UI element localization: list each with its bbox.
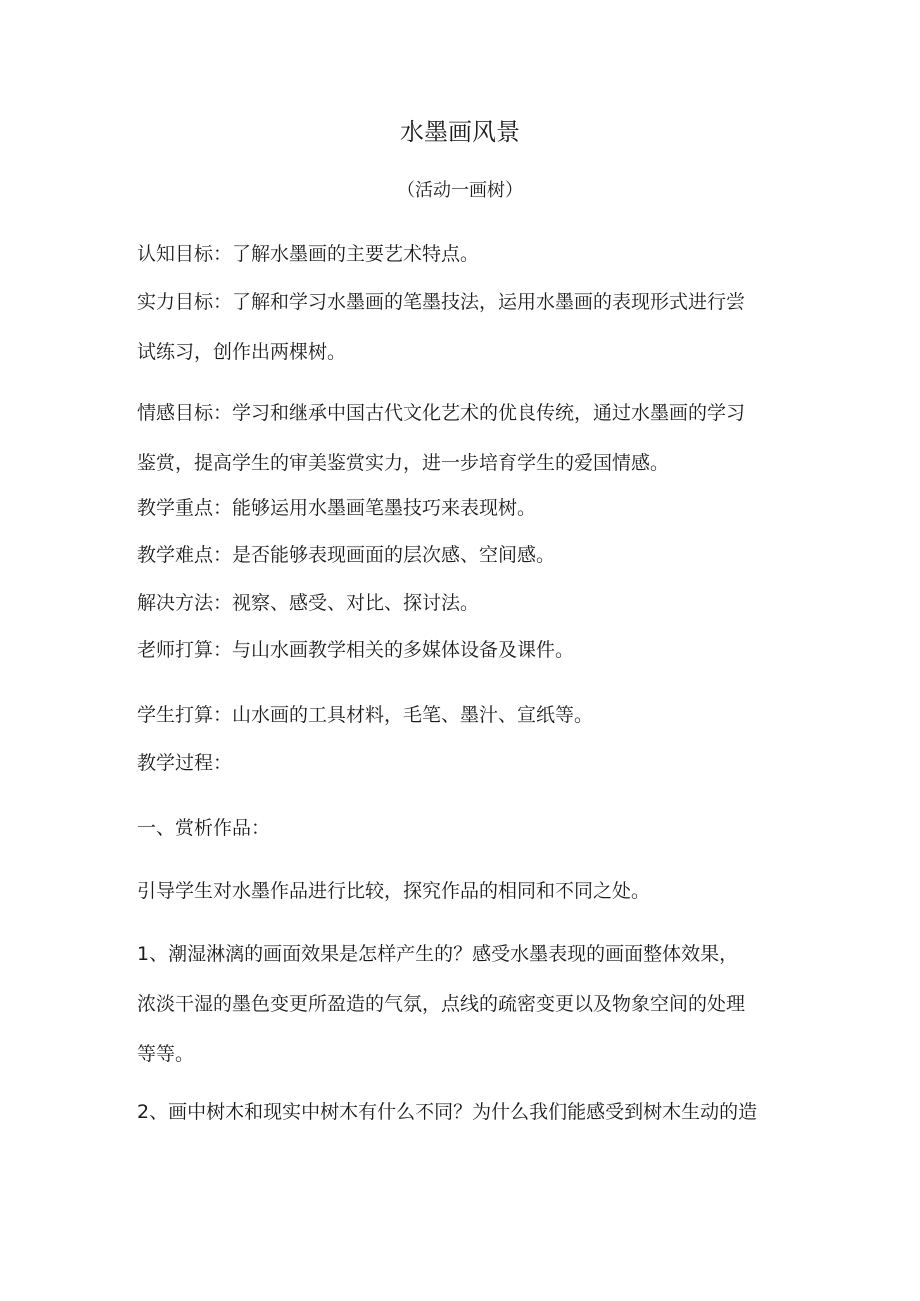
text-line: 1、潮湿淋漓的画面效果是怎样产生的？感受水墨表现的画面整体效果，	[137, 943, 739, 965]
document-subtitle: （活动一画树）	[397, 180, 523, 201]
text-line: 鉴赏，提高学生的审美鉴赏实力，进一步培育学生的爱国情感。	[137, 452, 670, 474]
text-line: 解决方法：视察、感受、对比、探讨法。	[137, 592, 480, 614]
paragraph-cognitive-goal	[137, 229, 797, 279]
text-line: 情感目标：学习和继承中国古代文化艺术的优良传统，通过水墨画的学习	[137, 402, 746, 424]
heading-section-one	[137, 803, 797, 853]
text-line: 教学过程：	[137, 752, 233, 774]
text-line: 2、画中树木和现实中树木有什么不同？为什么我们能感受到树木生动的造	[137, 1101, 758, 1123]
paragraph-teaching-focus	[137, 483, 797, 533]
document-title: 水墨画风景	[400, 118, 520, 146]
text-line: 学生打算：山水画的工具材料，毛笔、墨汁、宣纸等。	[137, 704, 594, 726]
paragraph-solution-method	[137, 578, 797, 628]
text-line: 教学难点：是否能够表现画面的层次感、空间感。	[137, 544, 556, 566]
paragraph-question-two	[137, 1087, 797, 1137]
heading-teaching-process	[137, 738, 797, 788]
text-line: 实力目标：了解和学习水墨画的笔墨技法，运用水墨画的表现形式进行尝	[137, 291, 746, 313]
paragraph-ability-goal	[137, 277, 797, 377]
paragraph-teacher-preparation	[137, 625, 797, 675]
text-line: 认知目标：了解水墨画的主要艺术特点。	[137, 243, 480, 265]
paragraph-question-one	[137, 929, 797, 1079]
text-line: 浓淡干湿的墨色变更所盈造的气氛，点线的疏密变更以及物象空间的处理	[137, 993, 746, 1015]
text-line: 教学重点：能够运用水墨画笔墨技巧来表现树。	[137, 497, 537, 519]
paragraph-teaching-difficulty	[137, 530, 797, 580]
text-line: 等等。	[137, 1043, 195, 1065]
paragraph-student-preparation	[137, 690, 797, 740]
text-line: 引导学生对水墨作品进行比较，探究作品的相同和不同之处。	[137, 880, 651, 902]
text-line: 试练习，创作出两棵树。	[137, 341, 347, 363]
paragraph-emotion-goal	[137, 388, 797, 488]
paragraph-guidance	[137, 866, 797, 916]
text-line: 一、赏析作品：	[137, 817, 271, 839]
text-line: 老师打算：与山水画教学相关的多媒体设备及课件。	[137, 639, 575, 661]
